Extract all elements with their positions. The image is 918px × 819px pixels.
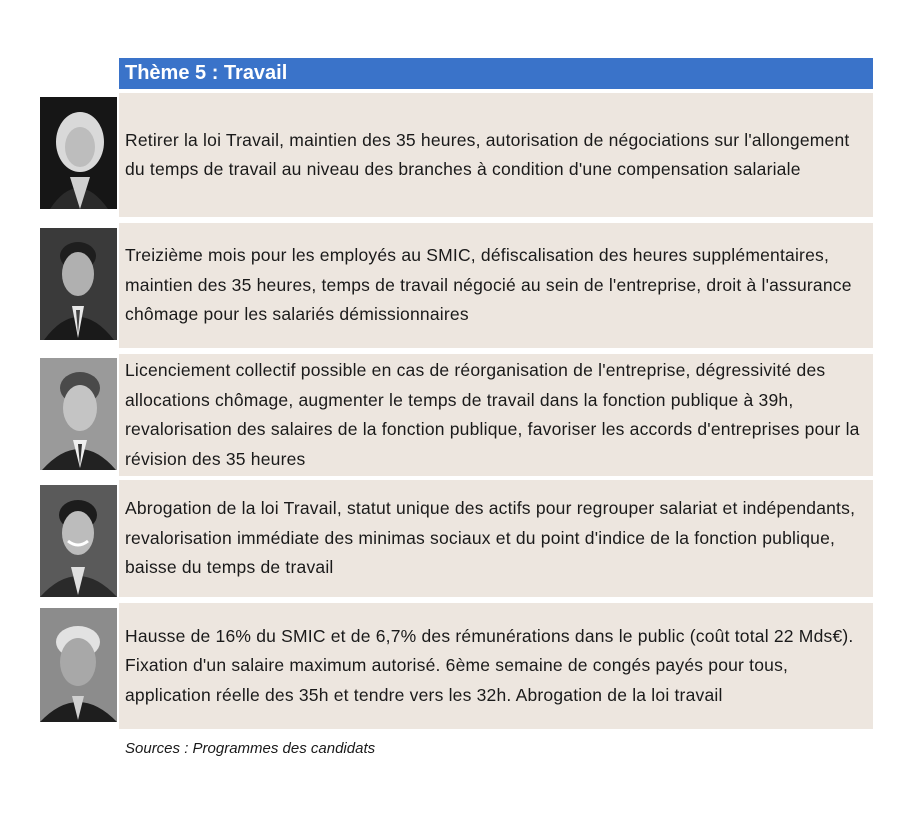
proposal-row-4 [119,480,873,597]
theme-title: Thème 5 : Travail [119,58,873,89]
candidate-photo-5 [40,608,117,722]
sources-note: Sources : Programmes des candidats [125,740,376,757]
proposal-text: Treizième mois pour les employés au SMIC, défiscalisation des heures supplémentaires, maintien des 35 heures, temps de travail négocié au sein de l'entreprise, droit à l'assurance chômage pour les salariés démissionnaires [125,245,852,325]
proposal-row-1 [119,93,873,217]
proposal-text: Abrogation de la loi Travail, statut unique des actifs pour regrouper salariat et indépendants, revalorisation immédiate des minimas sociaux et du point d'indice de la fonction publique, baisse du temps de travail [125,498,856,578]
candidate-photo-2 [40,228,117,340]
candidate-photo-3 [40,358,117,470]
proposal-row-2 [119,223,873,348]
proposal-text: Hausse de 16% du SMIC et de 6,7% des rémunérations dans le public (coût total 22 Mds€). Fixation d'un salaire maximum autorisé. 6ème semaine de congés payés pour tous, application réelle des 35h et tendre vers les 32h. Abrogation de la loi travail [125,625,854,705]
proposal-text: Retirer la loi Travail, maintien des 35 heures, autorisation de négociations sur l'allongement du temps de travail au niveau des branches à condition d'une compensation salariale [125,129,850,179]
proposal-row-3 [119,354,873,476]
proposal-text: Licenciement collectif possible en cas de réorganisation de l'entreprise, dégressivité des allocations chômage, augmenter le temps de travail dans la fonction publique à 39h, revalorisation des salaires de la fonction publique, favoriser les accords d'entreprises pour la révision des 35 heures [125,360,860,469]
candidate-photo-4 [40,485,117,597]
candidate-photo-1 [40,97,117,209]
proposal-row-5 [119,603,873,729]
